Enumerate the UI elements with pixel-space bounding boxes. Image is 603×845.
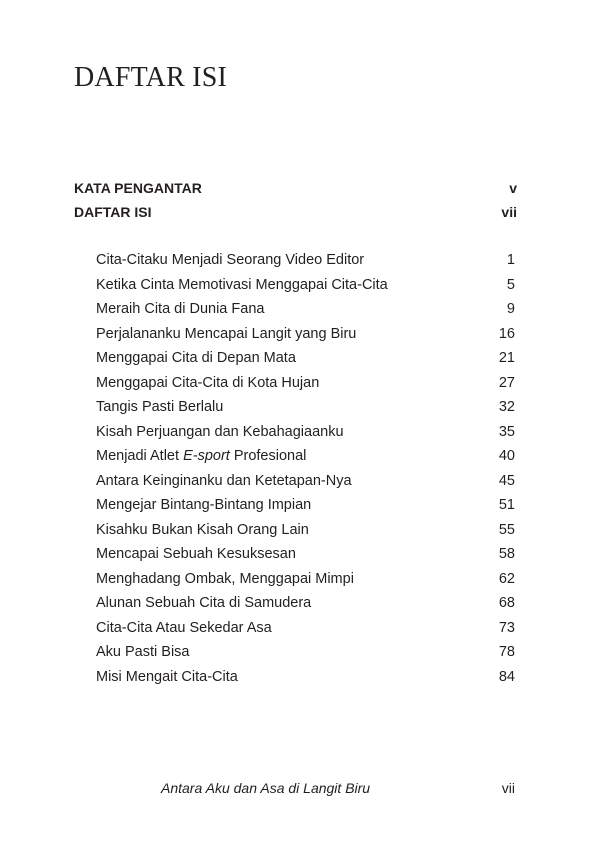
toc-entry-kata-pengantar[interactable] <box>74 180 517 204</box>
chapter-title: Mencapai Sebuah Kesuksesan <box>96 546 296 562</box>
chapter-page: 32 <box>498 399 515 415</box>
chapter-title <box>96 448 306 464</box>
chapter-entry[interactable] <box>96 669 515 694</box>
chapter-entry[interactable] <box>96 571 515 596</box>
chapter-page: 73 <box>498 619 515 636</box>
chapter-entry[interactable] <box>96 644 515 669</box>
chapter-entry[interactable] <box>96 350 515 375</box>
toc-entry-page: vii <box>501 204 517 220</box>
page-title: DAFTAR ISI <box>74 62 227 93</box>
chapter-page: 9 <box>506 301 515 317</box>
chapter-title: Kisah Perjuangan dan Kebahagiaanku <box>96 423 344 440</box>
chapter-page: 5 <box>506 276 515 293</box>
front-matter-list <box>74 180 517 228</box>
footer-page-number: vii <box>501 780 515 796</box>
chapter-title: Menggapai Cita-Cita di Kota Hujan <box>96 374 320 391</box>
chapter-page: 51 <box>498 497 515 513</box>
page-footer <box>0 780 603 802</box>
chapter-page: 45 <box>498 472 515 489</box>
chapter-page: 35 <box>498 423 515 440</box>
chapter-page: 58 <box>498 546 515 562</box>
chapter-entry[interactable] <box>96 375 515 400</box>
toc-entry-page: v <box>509 180 517 196</box>
chapter-title-part: Profesional <box>229 448 307 464</box>
chapter-title: Cita-Cita Atau Sekedar Asa <box>96 619 272 636</box>
chapter-title: Misi Mengait Cita-Cita <box>96 668 238 685</box>
toc-entry-daftar-isi[interactable] <box>74 204 517 228</box>
chapter-list <box>96 252 515 693</box>
chapter-page: 84 <box>498 668 515 685</box>
chapter-entry[interactable] <box>96 399 515 424</box>
toc-entry-label: KATA PENGANTAR <box>74 180 202 196</box>
chapter-title: Ketika Cinta Memotivasi Menggapai Cita-Cita <box>96 276 388 293</box>
chapter-title-part: Menjadi Atlet <box>96 448 184 464</box>
chapter-page: 62 <box>498 570 515 587</box>
chapter-entry[interactable] <box>96 546 515 571</box>
chapter-page: 16 <box>498 325 515 342</box>
chapter-entry[interactable] <box>96 448 515 473</box>
chapter-title: Cita-Citaku Menjadi Seorang Video Editor <box>96 252 365 268</box>
chapter-entry[interactable] <box>96 497 515 522</box>
chapter-entry[interactable] <box>96 595 515 620</box>
chapter-title: Menghadang Ombak, Menggapai Mimpi <box>96 570 354 587</box>
chapter-entry[interactable] <box>96 301 515 326</box>
chapter-title: Kisahku Bukan Kisah Orang Lain <box>96 521 309 538</box>
chapter-entry[interactable] <box>96 620 515 645</box>
chapter-title: Aku Pasti Bisa <box>96 644 190 660</box>
chapter-entry[interactable] <box>96 252 515 277</box>
footer-book-title: Antara Aku dan Asa di Langit Biru <box>161 780 371 796</box>
chapter-title: Mengejar Bintang-Bintang Impian <box>96 497 312 513</box>
toc-entry-label: DAFTAR ISI <box>74 204 152 220</box>
chapter-title: Antara Keinginanku dan Ketetapan-Nya <box>96 472 352 489</box>
chapter-entry[interactable] <box>96 424 515 449</box>
chapter-entry[interactable] <box>96 326 515 351</box>
chapter-title: Meraih Cita di Dunia Fana <box>96 301 265 317</box>
chapter-page: 40 <box>498 448 515 464</box>
chapter-title: Tangis Pasti Berlalu <box>96 399 224 415</box>
chapter-title: Alunan Sebuah Cita di Samudera <box>96 595 312 611</box>
chapter-entry[interactable] <box>96 473 515 498</box>
chapter-title: Menggapai Cita di Depan Mata <box>96 350 296 366</box>
chapter-title-emphasis: E-sport <box>183 448 230 464</box>
chapter-page: 1 <box>506 252 515 268</box>
chapter-entry[interactable] <box>96 277 515 302</box>
chapter-page: 27 <box>498 374 515 391</box>
chapter-page: 68 <box>498 595 515 611</box>
chapter-page: 55 <box>498 521 515 538</box>
chapter-entry[interactable] <box>96 522 515 547</box>
chapter-page: 21 <box>498 350 515 366</box>
chapter-page: 78 <box>498 644 515 660</box>
chapter-title: Perjalananku Mencapai Langit yang Biru <box>96 325 357 342</box>
